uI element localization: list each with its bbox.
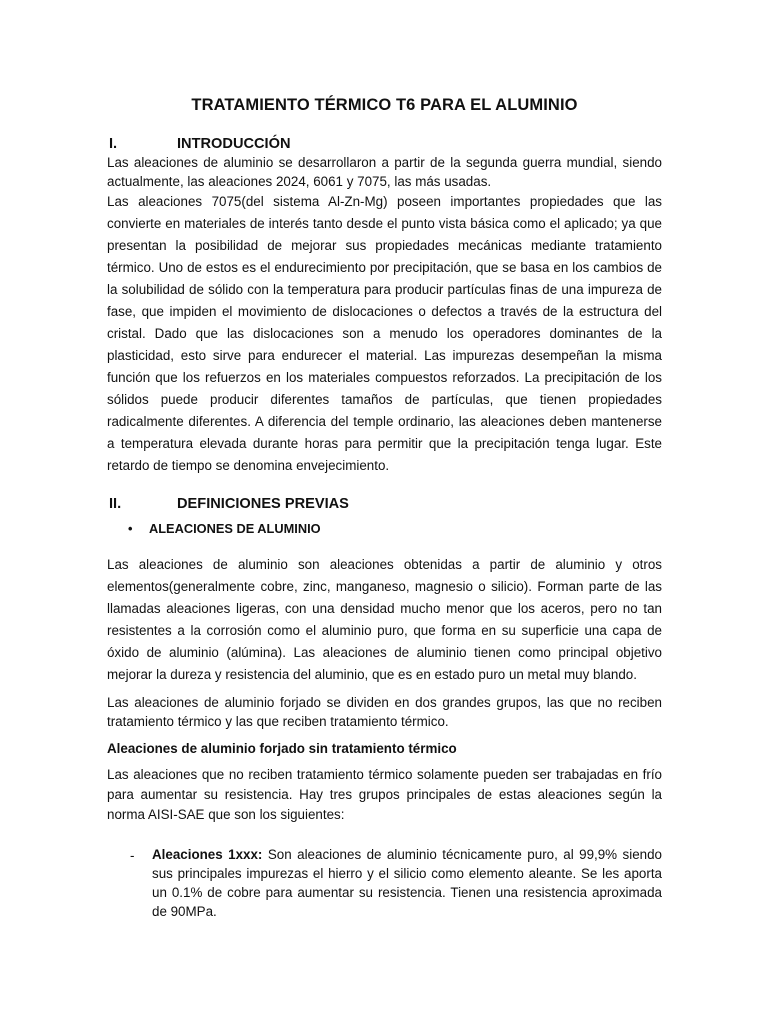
intro-paragraph-2: Las aleaciones 7075(del sistema Al-Zn-Mg) poseen importantes propiedades que las convierte en materiales de interés tanto desde el punto vista básica como el aplicado; ya que presentan la posibilidad de mejorar sus propiedades mecánicas mediante tratamiento térmico. Uno de estos es el endurecimiento por precipitación, que se basa en los cambios de la solubilidad de sólido con la temperatura para producir partículas finas de una impureza de fase, que impiden el movimiento de dislocaciones o defectos a través de la estructura del cristal. Dado que las dislocaciones son a menudo los operadores dominantes de la plasticidad, esto sirve para endurecer el material. Las impurezas desempeñan la misma función que los refuerzos en los materiales compuestos reforzados. La precipitación de los sólidos puede producir diferentes tamaños de partículas, que tienen propiedades radicalmente diferentes. A diferencia del temple ordinario, las aleaciones deben mantenerse a temperatura elevada durante horas para permitir que la precipitación tenga lugar. Este retardo de tiempo se denomina envejecimiento. [107, 194, 662, 473]
section-title: INTRODUCCIÓN [177, 136, 291, 152]
document-title: TRATAMIENTO TÉRMICO T6 PARA EL ALUMINIO [191, 96, 578, 114]
section-number: II. [109, 496, 122, 512]
list-marker: - [130, 848, 135, 863]
section-heading-introduccion [107, 134, 662, 154]
bullet-icon: • [128, 521, 133, 536]
section-title: DEFINICIONES PREVIAS [177, 496, 349, 512]
document-content [107, 94, 662, 921]
intro-paragraph-1: Las aleaciones de aluminio se desarrollaron a partir de la segunda guerra mundial, siendo actualmente, las aleaciones 2024, 6061 y 7075, las más usadas. [107, 155, 662, 189]
bullet-label: ALEACIONES DE ALUMINIO [149, 521, 321, 536]
list-item [107, 845, 662, 921]
definiciones-paragraph-3: Las aleaciones que no reciben tratamiento térmico solamente pueden ser trabajadas en frío para aumentar su resistencia. Hay tres grupos principales de estas aleaciones según la norma AISI-SAE que son los siguientes: [107, 767, 662, 822]
list-item-body [152, 845, 662, 921]
list-item-text: Son aleaciones de aluminio técnicamente puro, al 99,9% siendo sus principales impurezas el hierro y el silicio como elemento aleante. Se les aporta un 0.1% de cobre para aumentar su resistencia. Tienen una resistencia aproximada de 90MPa. [152, 847, 662, 919]
definiciones-paragraph-1: Las aleaciones de aluminio son aleaciones obtenidas a partir de aluminio y otros elementos(generalmente cobre, zinc, manganeso, magnesio o silicio). Forman parte de las llamadas aleaciones ligeras, con una densidad mucho menor que los aceros, pero no tan resistentes a la corrosión como el aluminio puro, que forma en su superficie una capa de óxido de aluminio (alúmina). Las aleaciones de aluminio tienen como principal objetivo mejorar la dureza y resistencia del aluminio, que es en estado puro un metal muy blando. [107, 557, 662, 682]
subheading-sin-tratamiento: Aleaciones de aluminio forjado sin tratamiento térmico [107, 741, 457, 756]
bullet-aleaciones-aluminio [107, 520, 662, 538]
spacer [107, 731, 662, 739]
section-number: I. [109, 136, 118, 152]
section-heading-definiciones [107, 494, 662, 514]
spacer [107, 825, 662, 845]
spacer [107, 686, 662, 694]
list-item-label: Aleaciones 1xxx: [152, 847, 263, 862]
definiciones-paragraph-2: Las aleaciones de aluminio forjado se dividen en dos grandes grupos, las que no reciben tratamiento térmico y las que reciben tratamiento térmico. [107, 695, 662, 729]
